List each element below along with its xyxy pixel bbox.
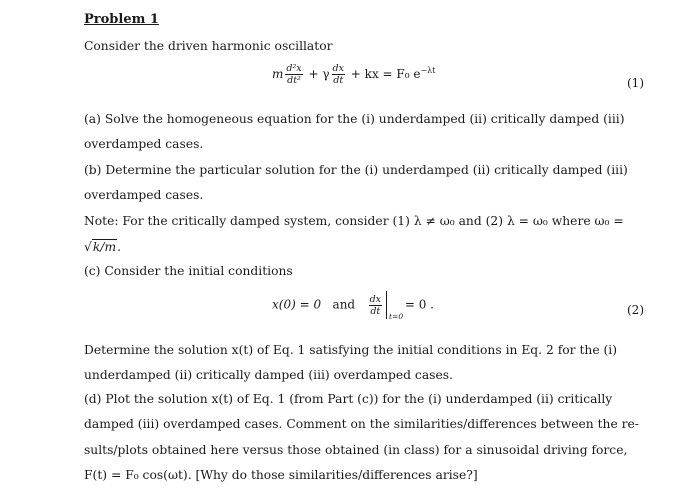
sqrt-expression: √k/m — [84, 240, 117, 254]
eq1-m: m — [272, 67, 284, 81]
eq1-exponent: −λt — [420, 66, 436, 75]
part-c-line-2: underdamped (ii) critically damped (iii) overdamped cases. — [84, 368, 453, 382]
eq2-rhs: = 0 . — [404, 297, 434, 312]
eq1-rest: + kx = F₀ e — [350, 67, 421, 81]
eq2-eval-bar: t=0 — [386, 291, 401, 319]
part-a-line-2: overdamped cases. — [84, 137, 204, 151]
part-d-line-2: damped (iii) overdamped cases. Comment on the similarities/differences between the re- — [84, 417, 639, 431]
part-b-line-1: (b) Determine the particular solution for the (i) underdamped (ii) critically damped (iii) — [84, 163, 628, 177]
eq2-derivative: $\frac{dx}{dt}$ — [369, 293, 382, 317]
note-line-1: Note: For the critically damped system, consider (1) λ ≠ ω₀ and (2) λ = ω₀ where ω₀ = — [84, 214, 624, 228]
equation-1 — [272, 63, 435, 86]
part-b-line-2: overdamped cases. — [84, 188, 204, 202]
eq1-gamma: + γ — [308, 67, 330, 81]
problem-title: Problem 1 — [84, 12, 159, 27]
equation-1-number: (1) — [627, 76, 644, 90]
eq1-second-derivative: $\frac{\text{d²x}}{\text{dt²}}$ — [286, 63, 302, 86]
equation-2-number: (2) — [627, 303, 644, 317]
part-d-line-1: (d) Plot the solution x(t) of Eq. 1 (from Part (c)) for the (i) underdamped (ii) critically — [84, 392, 613, 406]
equation-2 — [272, 291, 434, 319]
part-d-line-3: sults/plots obtained here versus those obtained (in class) for a sinusoidal driving force, — [84, 443, 628, 457]
eq2-and: and — [332, 297, 356, 312]
part-d-line-4: F(t) = F₀ cos(ωt). [Why do those similarities/differences arise?] — [84, 468, 478, 482]
note-line-2: √k/m. — [84, 240, 122, 254]
eq2-lhs: x(0) = 0 — [272, 297, 322, 312]
part-a-line-1: (a) Solve the homogeneous equation for the (i) underdamped (ii) critically damped (iii) — [84, 112, 625, 126]
eq1-first-derivative: $\frac{dx}{dt}$ — [332, 63, 344, 86]
part-c-intro: (c) Consider the initial conditions — [84, 264, 293, 278]
intro-text: Consider the driven harmonic oscillator — [84, 39, 333, 53]
part-c-line-1: Determine the solution x(t) of Eq. 1 satisfying the initial conditions in Eq. 2 for the (i) — [84, 343, 618, 357]
